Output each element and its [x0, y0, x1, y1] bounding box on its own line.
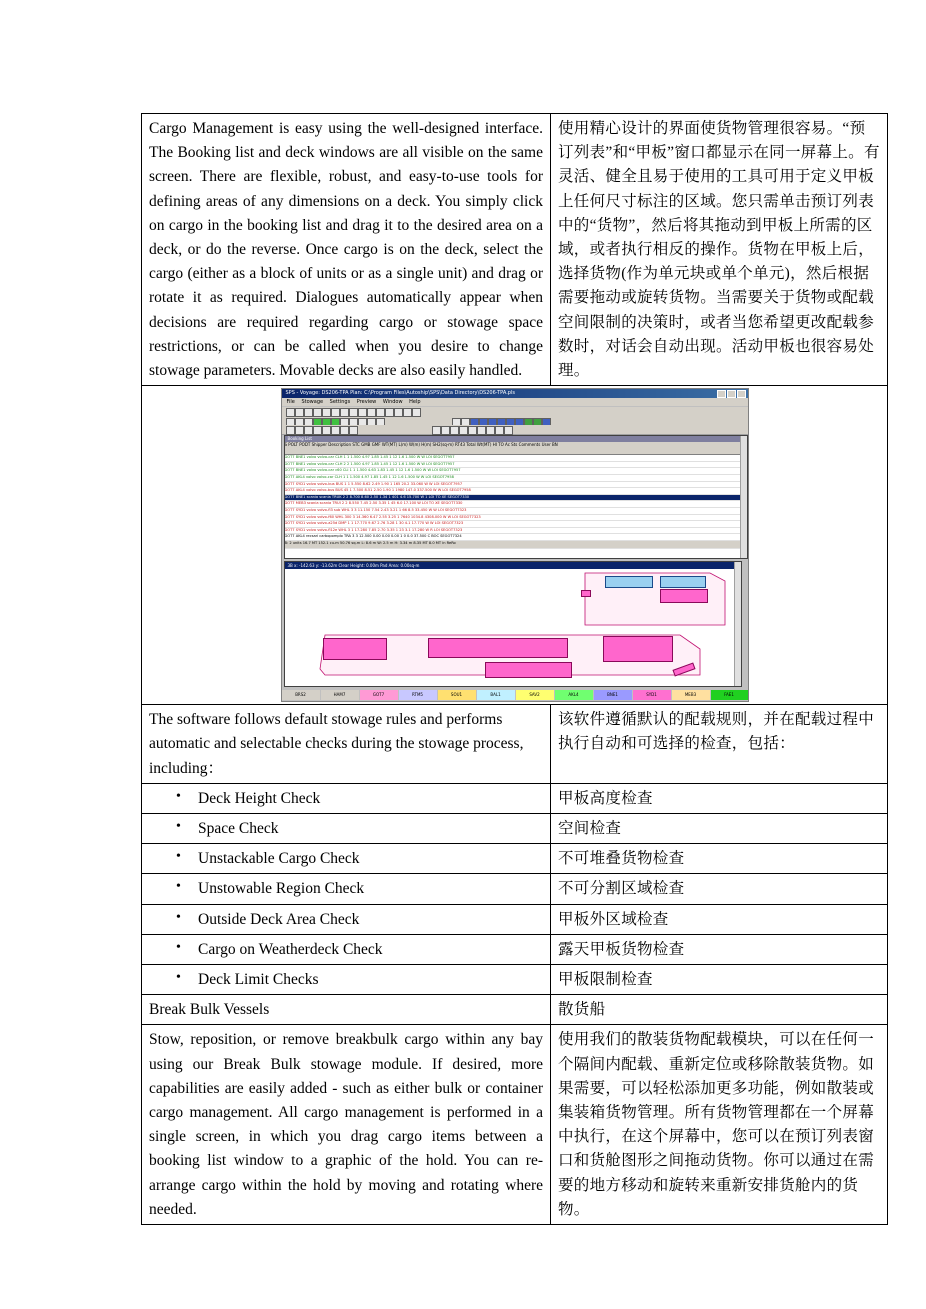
toolbar-3	[282, 425, 748, 435]
intro-english: Cargo Management is easy using the well-designed interface. The Booking list and deck windows are all visible on the same screen. There are flexible, robust, and easy-to-use tools for defining areas of any dimensions on a deck. You simply click on cargo in the booking list and drag it to the desired area on a deck, or do the reverse. Once cargo is on the deck, select the cargo (either as a block of units or as a single unit) and drag or rotate it as required. Dialogues automatically appear when decisions are required regarding cargo or stowage space restrictions, or can be called when you desire to change stowage parameters. Movable decks are also easily handled.	[142, 114, 551, 386]
bullet: •	[176, 939, 181, 955]
port-tab[interactable]: BAL1	[477, 690, 515, 700]
port-tab[interactable]: SYD1	[633, 690, 671, 700]
breakbulk-heading-row	[142, 995, 888, 1025]
deck-title: 3B x: -142.63 y: -13.62m Clear Height: 0.00m Pad Area: 0.00sq-m	[285, 562, 741, 569]
app-titlebar	[282, 389, 748, 398]
port-bar	[282, 690, 748, 700]
breakbulk-row	[142, 1025, 888, 1225]
booking-list-title: Booking List	[285, 436, 747, 442]
check-row	[142, 844, 888, 874]
check-english	[142, 783, 551, 813]
check-english	[142, 844, 551, 874]
booking-list-window	[284, 435, 748, 559]
app-title: SPS - Voyage: DS206-TPA Plan: C:\Program Files\Autoship\SPS\Data Directory\DS206-TPA.pls	[285, 390, 515, 397]
breakbulk-chinese: 使用我们的散装货物配载模块，可以在任何一个隔间内配载、重新定位或移除散装货物。如果需要，可以轻松添加更多功能，例如散装或集装箱货物管理。所有货物管理都在一个屏幕中执行，在这个屏幕中，您可以在预订列表窗口和货舱图形之间拖动货物。你可以通过在需要的地方移动和旋转来重新安排货舱内的货物。	[551, 1025, 888, 1225]
port-tab[interactable]: GOT7	[360, 690, 398, 700]
table-row[interactable]: GOT7 MEB3 scania scania TRUI 2 2 8.550 7.45 2.50 3.35 1 45 6.0 17.100 W LOI TO XE SEGOT7330	[285, 501, 747, 508]
check-chinese: 甲板限制检查	[551, 965, 888, 995]
check-chinese: 露天甲板货物检查	[551, 934, 888, 964]
bullet: •	[176, 909, 181, 925]
checks-intro-row	[142, 705, 888, 784]
check-label: Space Check	[198, 820, 279, 838]
check-chinese: 甲板高度检查	[551, 783, 888, 813]
bullet: •	[176, 819, 181, 835]
cargo-block[interactable]	[323, 638, 387, 660]
booking-scrollbar[interactable]	[740, 436, 747, 558]
deck-scrollbar[interactable]	[734, 562, 741, 686]
table-row[interactable]: GOT7 SYD1 volvo volvo-f60 WHL 300 3 14.360 6.47 2.55 3.25 1 7640 1034.8 4308.000 W W LOI SEGOT7323	[285, 515, 747, 522]
port-tab[interactable]: MEB3	[672, 690, 710, 700]
cargo-block[interactable]	[485, 662, 572, 678]
check-label: Cargo on Weatherdeck Check	[198, 940, 383, 958]
table-row[interactable]: GOT7 SYD1 volvo volvo-fl12e WHL 3 1 17.280 7.85 2.70 3.35 1 23 3.1 17.280 W R LOI SEGOT7323	[285, 528, 747, 535]
port-tab[interactable]: RTM5	[399, 690, 437, 700]
cargo-block[interactable]	[428, 638, 568, 658]
table-row[interactable]: GOT7 BNE1 volvo volvo-car c60 CLI 1 1 1.500 4.63 1.83 1.45 1 12 1.6 1.500 W W LOI SEGOT7957	[285, 468, 747, 475]
port-tab[interactable]: AKL4	[555, 690, 593, 700]
port-tab[interactable]: SOU1	[438, 690, 476, 700]
intro-chinese: 使用精心设计的界面使货物管理很容易。“预订列表”和“甲板”窗口都显示在同一屏幕上。有灵活、健全且易于使用的工具可用于定义甲板上任何尺寸标注的区域。您只需单击预订列表中的“货物”，然后将其拖动到甲板上所需的区域，或者执行相反的操作。货物在甲板上后，选择货物(作为单元块或单个单元)，然后根据需要拖动或旋转货物。当需要关于货物或配载空间限制的决策时，或者当您希望更改配载参数时，对话会自动出现。活动甲板也很容易处理。	[551, 114, 888, 386]
booking-status-bar: B: 2 units 16.7 MT 152.1 cu-m 50.76 sq-m L: 8.6 m W: 2.5 m H: 3.34 m 8.35 MT 8.0 MT in ReRo	[285, 541, 747, 549]
check-row	[142, 934, 888, 964]
table-row-selected[interactable]: GOT7 BNE1 scania scania TRUK 2 2 8.700 8.60 2.50 1.34 1 401 4.6 15.700 W 1 LOI TO XE SEGOT7330	[285, 495, 747, 502]
menu-bar	[282, 398, 748, 406]
bullet: •	[176, 788, 181, 804]
check-row	[142, 814, 888, 844]
check-row	[142, 965, 888, 995]
check-english	[142, 814, 551, 844]
minimize-icon	[717, 390, 726, 398]
menu-stowage: Stowage	[301, 399, 324, 406]
table-row[interactable]: GOT7 SYD1 volvo volvo-a25d DMP 1 1 17.770 9.67 2.76 3.28 1 30 4.1 17.770 W W LOI SEGOT7323	[285, 521, 747, 528]
checks-intro-chinese: 该软件遵循默认的配载规则，并在配载过程中执行自动和可选择的检查，包括：	[551, 705, 888, 784]
menu-file: File	[286, 399, 295, 406]
check-label: Unstackable Cargo Check	[198, 850, 360, 868]
cargo-block[interactable]	[660, 589, 708, 603]
screenshot-row	[142, 386, 888, 705]
check-label: Deck Height Check	[198, 789, 321, 807]
check-row	[142, 874, 888, 904]
menu-preview: Preview	[356, 399, 377, 406]
table-row[interactable]: GOT7 AKL4 volvo volvo-car CLH 1 1 1.500 4.97 1.85 1.45 1 12 1.6 1.500 W W LOI SEGOT7958	[285, 475, 747, 482]
menu-window: Window	[382, 399, 403, 406]
close-icon	[737, 390, 746, 398]
document-table	[141, 113, 888, 1225]
check-row	[142, 904, 888, 934]
check-english	[142, 904, 551, 934]
bullet: •	[176, 879, 181, 895]
table-row[interactable]: GOT7 SYD1 volvo volvo-fl3 sub WHL 3 3 11.150 7.54 2.43 3.21 1 66 8.5 33.450 W W LOI SEGOT7323	[285, 508, 747, 515]
cargo-block[interactable]	[660, 576, 706, 588]
check-english	[142, 934, 551, 964]
table-row[interactable]: GOT7 AKL4 volvo volvo-bus BUS 45 1 7.500 8.51 2.50 1.90 1 1980 147.0 337.500 W W LOI SEGOT7958	[285, 488, 747, 495]
checks-intro-english: The software follows default stowage rules and performs automatic and selectable checks during the stowage process, including：	[142, 705, 551, 784]
check-label: Outside Deck Area Check	[198, 910, 360, 928]
breakbulk-heading-chinese: 散货船	[551, 995, 888, 1025]
table-row[interactable]: GOT7 BNE1 volvo volvo-car CLH 2 2 1.500 4.97 1.85 1.45 1 12 1.6 1.500 W W LOI SEGOT7957	[285, 462, 747, 469]
check-chinese: 不可堆叠货物检查	[551, 844, 888, 874]
intro-row	[142, 114, 888, 386]
maximize-icon	[727, 390, 736, 398]
breakbulk-english: Stow, reposition, or remove breakbulk cargo within any bay using our Break Bulk stowage module. If desired, more capabilities are easily added - such as either bulk or container cargo management. All cargo management is performed in a single screen, in which you drag cargo items between a booking list window to a graphic of the hold. You can re-arrange cargo within the hold by moving and rotating where needed.	[142, 1025, 551, 1225]
check-chinese: 不可分割区域检查	[551, 874, 888, 904]
check-label: Unstowable Region Check	[198, 880, 365, 898]
menu-help: Help	[409, 399, 421, 406]
booking-list-header: S POLT PODT Shipper Description STC GMB GMF WT(MT) L(m) W(m) H(m) SH2(sq-m) RT43 Total Wt(MT) HI TO Ac Sts Comments User BN	[285, 442, 747, 455]
menu-settings: Settings	[329, 399, 351, 406]
table-row[interactable]: GOT7 BNE1 volvo volvo-car CLH 1 1 1.500 4.97 1.85 1.45 1 12 1.6 1.500 W W LOI SEGOT7957	[285, 455, 747, 462]
check-chinese: 空间检查	[551, 814, 888, 844]
cargo-block[interactable]	[603, 636, 673, 662]
bullet: •	[176, 849, 181, 865]
port-tab[interactable]: FAE1	[711, 690, 748, 700]
check-chinese: 甲板外区域检查	[551, 904, 888, 934]
port-tab[interactable]: HAM7	[321, 690, 359, 700]
screenshot-cell	[142, 386, 888, 705]
cargo-block[interactable]	[581, 590, 591, 597]
table-row[interactable]: GOT7 AKL4 recsari carbopomplo TRA 3 3 12.500 0.00 0.00 0.00 1 0 0.0 37.500 C BOC SEGOT7324	[285, 534, 747, 541]
cargo-block[interactable]	[605, 576, 653, 588]
check-english	[142, 874, 551, 904]
breakbulk-heading-english: Break Bulk Vessels	[142, 995, 551, 1025]
table-row[interactable]: GOT7 SYD1 volvo volvo-bus BUS 1 1 5.550 8.62 2.49 1.90 1 165 20.2 33.060 W W LOI SEGOT7957	[285, 482, 747, 489]
software-screenshot	[281, 388, 749, 702]
check-english	[142, 965, 551, 995]
bullet: •	[176, 970, 181, 986]
port-tab[interactable]: SAV2	[516, 690, 554, 700]
deck-window	[284, 561, 742, 687]
port-tab[interactable]: BNE1	[594, 690, 632, 700]
port-tab[interactable]: BRS2	[282, 690, 320, 700]
check-row	[142, 783, 888, 813]
check-label: Deck Limit Checks	[198, 971, 319, 989]
